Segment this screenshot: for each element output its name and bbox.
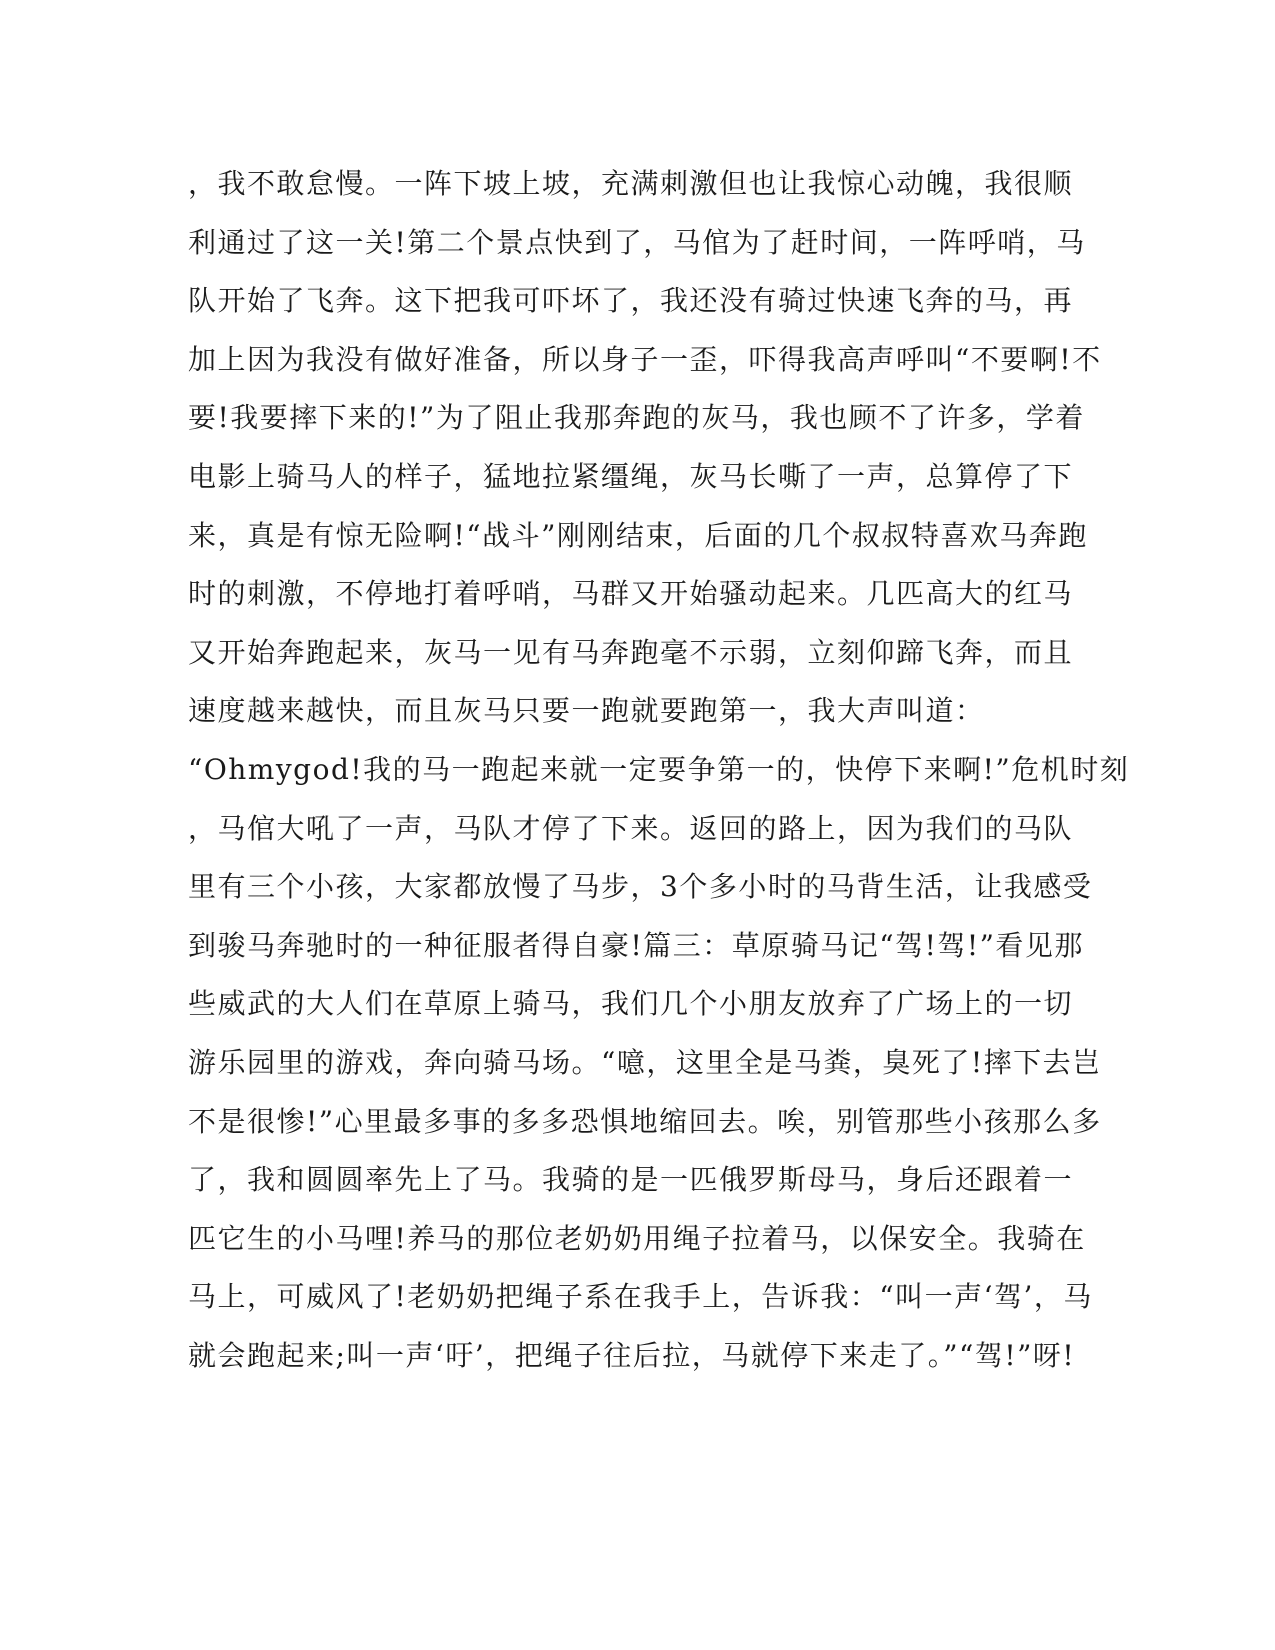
text-line: 了，我和圆圆率先上了马。我骑的是一匹俄罗斯母马，身后还跟着一 (188, 1163, 1074, 1197)
text-line: 加上因为我没有做好准备，所以身子一歪，吓得我高声呼叫“不要啊!不 (188, 342, 1102, 376)
text-line: 速度越来越快，而且灰马只要一跑就要跑第一，我大声叫道： (188, 694, 985, 728)
text-line: 些威武的大人们在草原上骑马，我们几个小朋友放弃了广场上的一切 (188, 987, 1074, 1021)
text-line: 游乐园里的游戏，奔向骑马场。“噫，这里全是马粪，臭死了!摔下去岂 (188, 1045, 1102, 1079)
text-line: 要!我要摔下来的!”为了阻止我那奔跑的灰马，我也顾不了许多，学着 (188, 401, 1085, 435)
text-line: ，我不敢怠慢。一阵下坡上坡，充满刺激但也让我惊心动魄，我很顺 (188, 167, 1074, 200)
text-line: 利通过了这一关!第二个景点快到了，马倌为了赶时间，一阵呼哨，马 (188, 225, 1086, 259)
text-line: 到骏马奔驰时的一种征服者得自豪!篇三：草原骑马记“驾!驾!”看见那 (188, 928, 1084, 962)
body-text (188, 164, 1130, 1394)
text-line: 马上，可威风了!老奶奶把绳子系在我手上，告诉我：“叫一声‘驾’，马 (188, 1280, 1093, 1314)
text-line: “Ohmygod!我的马一跑起来就一定要争第一的，快停下来啊!”危机时刻 (188, 752, 1130, 786)
text-line: 匹它生的小马哩!养马的那位老奶奶用绳子拉着马，以保安全。我骑在 (188, 1221, 1086, 1255)
text-line: 就会跑起来;叫一声‘吁’，把绳子往后拉，马就停下来走了。”“驾!”呀! (188, 1338, 1076, 1372)
text-line: 电影上骑马人的样子，猛地拉紧缰绳，灰马长嘶了一声，总算停了下 (188, 459, 1074, 493)
text-line: 队开始了飞奔。这下把我可吓坏了，我还没有骑过快速飞奔的马，再 (188, 284, 1074, 318)
text-line: ，马倌大吼了一声，马队才停了下来。返回的路上，因为我们的马队 (188, 811, 1074, 845)
text-line: 时的刺激，不停地打着呼哨，马群又开始骚动起来。几匹高大的红马 (188, 577, 1074, 611)
text-line: 又开始奔跑起来，灰马一见有马奔跑毫不示弱，立刻仰蹄飞奔，而且 (188, 635, 1074, 669)
text-line: 来，真是有惊无险啊!“战斗”刚刚结束，后面的几个叔叔特喜欢马奔跑 (188, 518, 1088, 552)
text-line: 里有三个小孩，大家都放慢了马步，3个多小时的马背生活，让我感受 (188, 870, 1093, 904)
text-line: 不是很惨!”心里最多事的多多恐惧地缩回去。唉，别管那些小孩那么多 (188, 1104, 1102, 1138)
